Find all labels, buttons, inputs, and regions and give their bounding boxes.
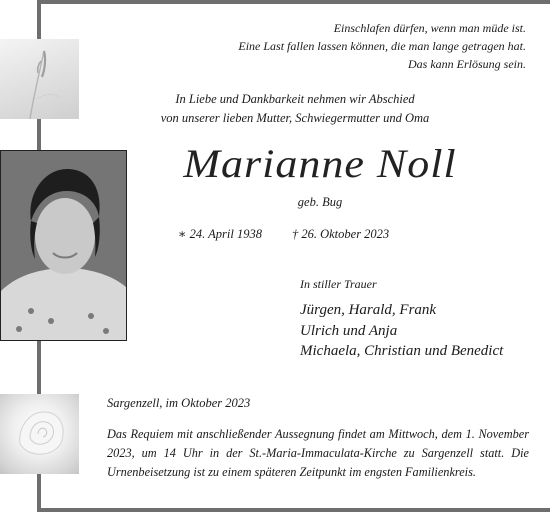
mourning-heading: In stiller Trauer bbox=[300, 277, 377, 291]
intro-line: von unserer lieben Mutter, Schwiegermutter und Oma bbox=[160, 110, 430, 125]
quote bbox=[206, 19, 526, 73]
frame-top-rule bbox=[37, 0, 550, 4]
mourners-list bbox=[300, 300, 545, 362]
funeral-notice: Das Requiem mit anschließender Aussegnung findet am Mittwoch, dem 1. November 2023, um 14 Uhr in der St.-Maria-Immaculata-Kirche zu Sargenzell statt. Die Urnenbeisetzung ist zu einem späteren Zeitpunkt im engsten Familienkreis. bbox=[107, 427, 529, 479]
mourner-line: Ulrich und Anja bbox=[300, 322, 398, 339]
death-date: † 26. Oktober 2023 bbox=[291, 227, 390, 241]
rose-photo bbox=[0, 394, 79, 474]
intro-line: In Liebe und Dankbarkeit nehmen wir Abschied bbox=[175, 92, 415, 106]
portrait-photo bbox=[0, 150, 127, 341]
intro-text bbox=[150, 90, 440, 127]
place-date: Sargenzell, im Oktober 2023 bbox=[107, 396, 251, 410]
quote-line: Eine Last fallen lassen können, die man lange getragen hat. bbox=[238, 39, 526, 53]
mourner-line: Michaela, Christian und Benedict bbox=[300, 343, 504, 359]
frame-bottom-rule bbox=[37, 508, 550, 512]
mourner-line: Jürgen, Harald, Frank bbox=[300, 302, 437, 318]
grass-stalk-icon bbox=[0, 39, 79, 119]
birth-name: geb. Bug bbox=[297, 195, 343, 209]
grass-photo bbox=[0, 39, 79, 119]
deceased-name: Marianne Noll bbox=[183, 141, 457, 187]
quote-line: Das kann Erlösung sein. bbox=[408, 57, 526, 71]
portrait-icon bbox=[1, 151, 127, 341]
quote-line: Einschlafen dürfen, wenn man müde ist. bbox=[333, 21, 526, 35]
life-dates bbox=[178, 226, 438, 242]
rose-icon bbox=[0, 394, 79, 474]
birth-date: ∗ 24. April 1938 bbox=[178, 227, 262, 241]
